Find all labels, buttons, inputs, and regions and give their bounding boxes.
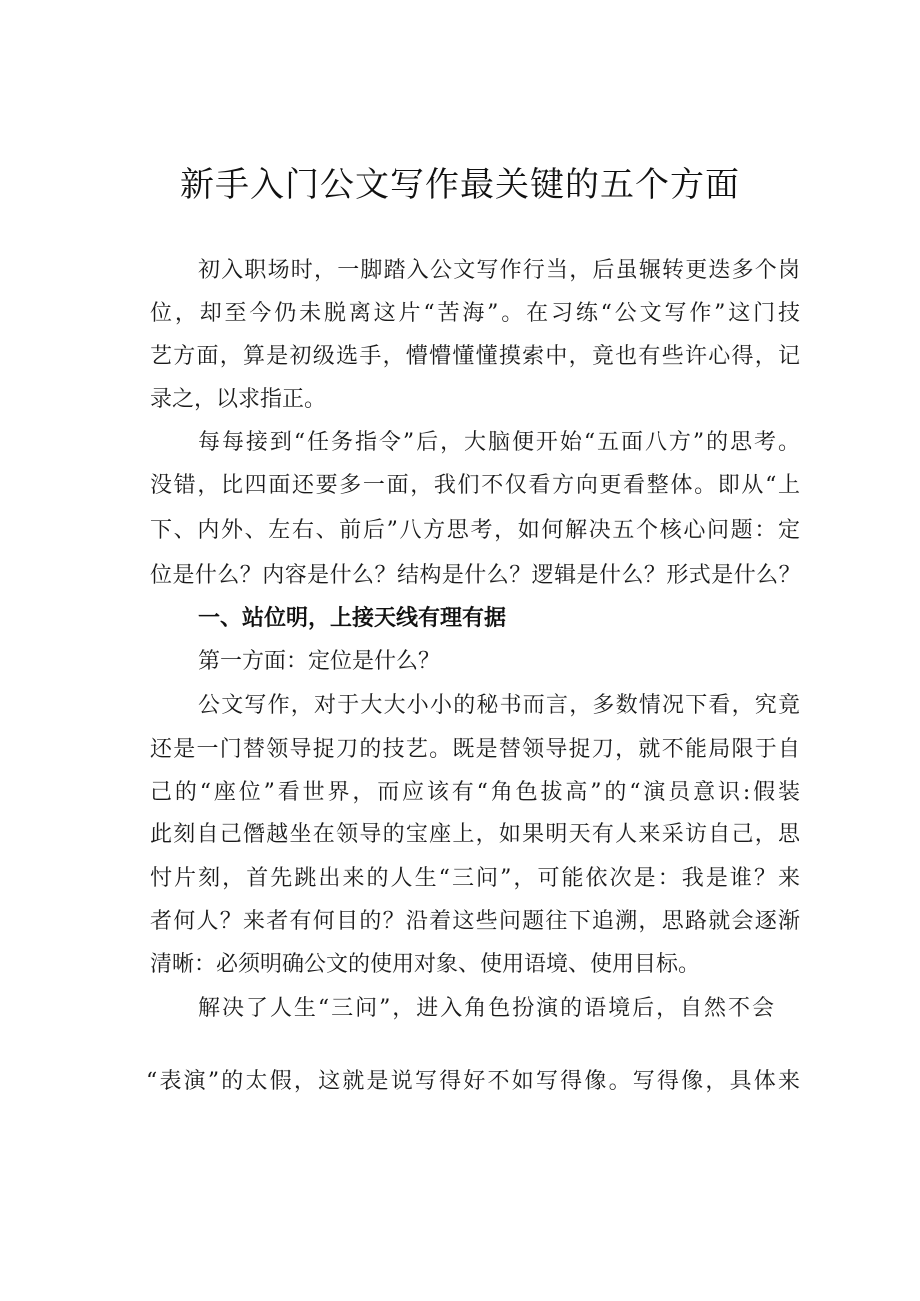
text-line: 清晰：必须明确公文的使用对象、使用语境、使用目标。 (150, 952, 701, 977)
text-line: 位是什么？内容是什么？结构是什么？逻辑是什么？形式是什么？ (150, 563, 800, 588)
document-title: 新手入门公文写作最关键的五个方面 (180, 165, 740, 205)
text-line: 解决了人生“三问”，进入角色扮演的语境后，自然不会 (198, 996, 774, 1021)
text-line: 初入职场时，一脚踏入公文写作行当，后虽辗转更迭多个岗 (198, 258, 800, 283)
text-line: 下、内外、左右、前后”八方思考，如何解决五个核心问题：定 (150, 518, 800, 543)
text-line: 每每接到“任务指令”后，大脑便开始“五面八方”的思考。 (198, 430, 800, 455)
text-line: 己的“座位”看世界，而应该有“角色拔高”的“演员意识:假装 (150, 780, 800, 805)
subheading: 第一方面：定位是什么？ (198, 649, 441, 674)
text-line: 录之，以求指正。 (150, 387, 327, 412)
text-line: 此刻自己僭越坐在领导的宝座上，如果明天有人来采访自己，思 (150, 822, 800, 847)
text-line: 艺方面，算是初级选手，懵懵懂懂摸索中，竟也有些许心得，记 (150, 344, 800, 369)
text-line: 忖片刻，首先跳出来的人生“三问”，可能依次是：我是谁？来 (150, 866, 800, 891)
text-line: 公文写作，对于大大小小的秘书而言，多数情况下看，究竟 (198, 693, 800, 718)
text-line: 没错，比四面还要多一面，我们不仅看方向更看整体。即从“上 (150, 473, 800, 498)
text-line: 者何人？来者有何目的？沿着这些问题往下追溯，思路就会逐渐 (150, 909, 800, 934)
text-line: “表演”的太假，这就是说写得好不如写得像。写得像，具体来 (146, 1069, 800, 1094)
section-heading: 一、站位明，上接天线有理有据 (198, 606, 507, 631)
text-line: 位，却至今仍未脱离这片“苦海”。在习练“公文写作”这门技 (150, 301, 800, 326)
text-line: 还是一门替领导捉刀的技艺。既是替领导捉刀，就不能局限于自 (150, 737, 800, 762)
